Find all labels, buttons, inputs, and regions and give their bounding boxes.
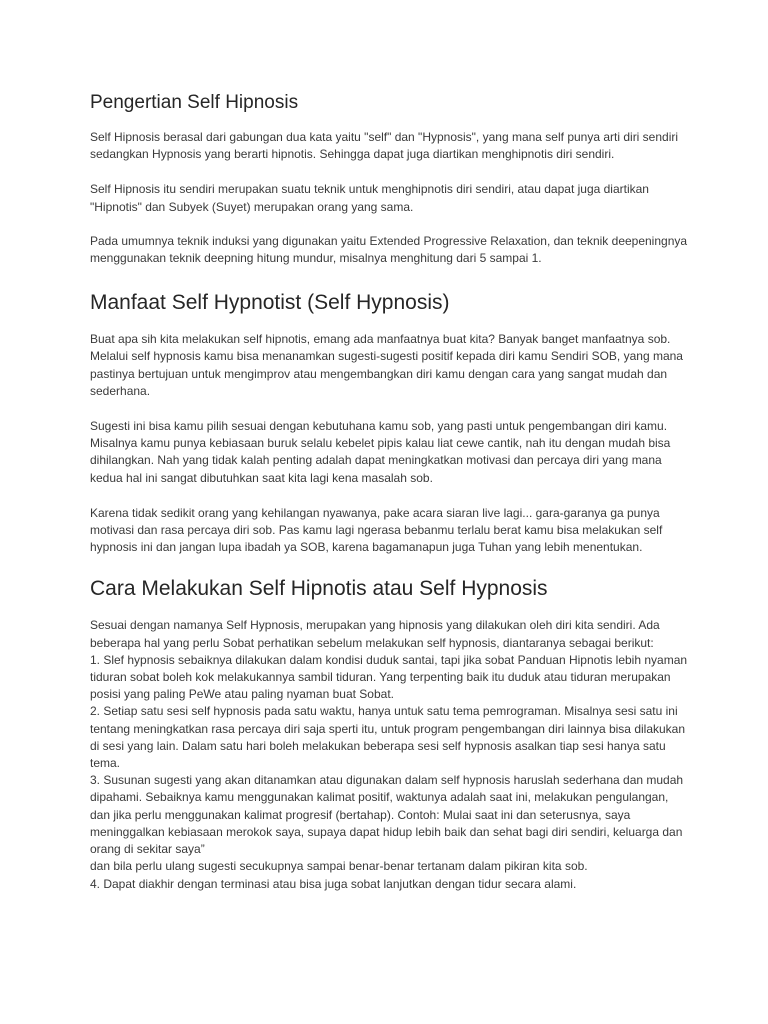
list-item: 2. Setiap satu sesi self hypnosis pada satu waktu, hanya untuk satu tema pemrograman. Misalnya sesi satu ini tentang meningkatkan rasa percaya diri saja sperti itu, untuk program pengembangan diri lainnya bisa dilakukan di sesi yang lain. Dalam satu hari boleh melakukan beberapa sesi self hypnosis asalkan tiap sesi hanya satu tema. bbox=[90, 704, 686, 771]
list-item: 4. Dapat diakhir dengan terminasi atau bisa juga sobat lanjutkan dengan tidur secara alami. bbox=[90, 876, 577, 891]
section-pengertian bbox=[90, 88, 690, 267]
paragraph: Pada umumnya teknik induksi yang digunakan yaitu Extended Progressive Relaxation, dan teknik deepeningnya menggunakan teknik deepning hitung mundur, misalnya menghitung dari 5 sampai 1. bbox=[90, 233, 688, 266]
paragraph: Self Hipnosis berasal dari gabungan dua kata yaitu "self" dan "Hypnosis", yang mana self punya arti diri sendiri sedangkan Hypnosis yang berarti hipnotis. Sehingga dapat juga diartikan menghipnotis diri sendiri. bbox=[90, 130, 679, 162]
paragraph: Karena tidak sedikit orang yang kehilangan nyawanya, pake acara siaran live lagi... gara-garanya ga punya motivasi dan rasa percaya diri sob. Pas kamu lagi ngerasa bebanmu terlalu berat kamu bisa melakukan self hypnosis ini dan jangan lupa ibadah ya SOB, karena bagamanapun juga Tuhan yang lebih menentukan. bbox=[90, 505, 663, 555]
list-item: 1. Slef hypnosis sebaiknya dilakukan dalam kondisi duduk santai, tapi jika sobat Panduan Hipnotis lebih nyaman tiduran sobat boleh kok melakukannya sambil tiduran. Yang terpenting baik itu duduk atau tiduran merupakan posisi yang paling PeWe atau paling nyaman buat Sobat. bbox=[90, 652, 688, 702]
article-body bbox=[90, 88, 690, 893]
paragraph: Buat apa sih kita melakukan self hipnotis, emang ada manfaatnya buat kita? Banyak banget manfaatnya sob. Melalui self hypnosis kamu bisa menanamkan sugesti-sugesti positif kepada diri kamu Sendiri SOB, yang mana pastinya bertujuan untuk mengimprov atau mengembangkan diri kamu dengan cara yang sangat mudah dan sederhana. bbox=[90, 332, 683, 398]
paragraph-intro: Sesuai dengan namanya Self Hypnosis, merupakan yang hipnosis yang dilakukan oleh diri kita sendiri. Ada beberapa hal yang perlu Sobat perhatikan sebelum melakukan self hypnosis, diantaranya sebagai berikut: bbox=[90, 618, 660, 650]
paragraph: Sugesti ini bisa kamu pilih sesuai dengan kebutuhana kamu sob, yang pasti untuk pengembangan diri kamu. Misalnya kamu punya kebiasaan buruk selalu kebelet pipis kalau liat cewe cantik, nah itu dengan mudah bisa dihilangkan. Nah yang tidak kalah penting adalah dapat meningkatkan motivasi dan percaya diri yang mana kedua hal ini sangat dibutuhkan saat kita lagi kena masalah sob. bbox=[90, 419, 671, 485]
section-heading: Cara Melakukan Self Hipnotis atau Self Hypnosis bbox=[90, 577, 548, 601]
paragraph: Self Hipnosis itu sendiri merupakan suatu teknik untuk menghipnotis diri sendiri, atau dapat juga diartikan "Hipnotis" dan Subyek (Suyet) merupakan orang yang sama. bbox=[90, 182, 649, 214]
section-manfaat bbox=[90, 287, 690, 556]
list-item-continuation: dan bila perlu ulang sugesti secukupnya sampai benar-benar tertanam dalam pikiran kita sob. bbox=[90, 859, 588, 874]
section-heading: Pengertian Self Hipnosis bbox=[90, 92, 299, 113]
section-cara bbox=[90, 573, 690, 892]
section-heading: Manfaat Self Hypnotist (Self Hypnosis) bbox=[90, 291, 450, 315]
list-item: 3. Susunan sugesti yang akan ditanamkan atau digunakan dalam self hypnosis haruslah sederhana dan mudah dipahami. Sebaiknya kamu menggunakan kalimat positif, waktunya adalah saat ini, melakukan pengulangan, dan jika perlu menggunakan kalimat progresif (bertahap). Contoh: Mulai saat ini dan seterusnya, saya meninggalkan kebiasaan merokok saya, supaya dapat hidup lebih baik dan sehat bagi diri sendiri, keluarga dan orang di sekitar saya” bbox=[90, 773, 684, 857]
